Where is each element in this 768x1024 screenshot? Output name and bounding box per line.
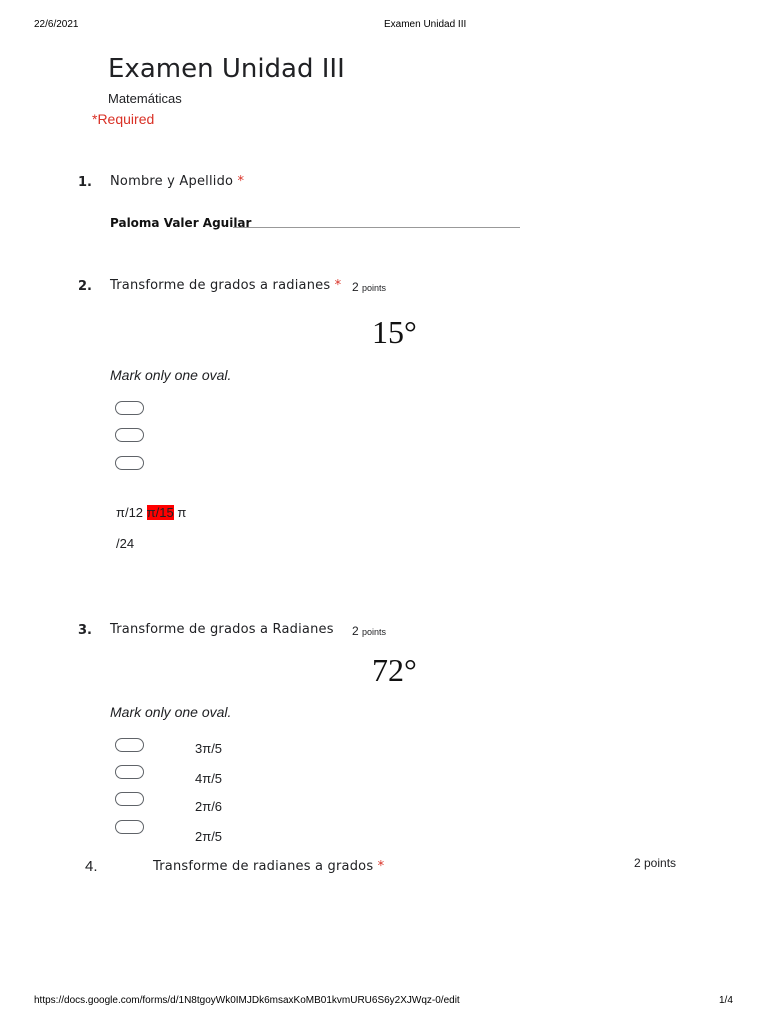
question-3-instruction: Mark only one oval. (110, 704, 232, 720)
question-2-title (110, 278, 341, 293)
question-1-title (110, 174, 244, 189)
question-3-title: Transforme de grados a Radianes (110, 622, 334, 637)
points-value: 2 (352, 280, 359, 294)
form-description: Matemáticas (108, 91, 182, 106)
option-label: π (177, 505, 187, 520)
question-3-option-3-label: 2π/6 (195, 799, 223, 814)
question-3-number: 3. (78, 623, 92, 638)
question-3-points (352, 624, 386, 638)
question-3-option-1-label: 3π/5 (195, 741, 223, 756)
points-unit: points (362, 283, 387, 293)
question-3-option-4-radio[interactable] (115, 820, 144, 834)
required-asterisk: * (237, 174, 245, 189)
question-1-number: 1. (78, 175, 92, 190)
question-2-option-2-radio[interactable] (115, 428, 144, 442)
required-asterisk: * (377, 859, 385, 874)
question-1-answer[interactable]: Paloma Valer Aguilar (110, 216, 252, 230)
question-2-points (352, 280, 386, 294)
question-2-option-3-radio[interactable] (115, 456, 144, 470)
question-4-label: Transforme de radianes a grados (153, 859, 374, 874)
print-page-title: Examen Unidad III (384, 19, 467, 30)
question-3-option-1-radio[interactable] (115, 738, 144, 752)
question-2-image-text: 15° (372, 314, 417, 350)
points-value: 2 (352, 624, 359, 638)
required-note: *Required (92, 111, 155, 127)
question-3-option-2-label: 4π/5 (195, 771, 223, 786)
question-2-option-labels (116, 505, 186, 520)
question-3-option-4-label: 2π/5 (195, 829, 223, 844)
question-2-option-1-radio[interactable] (115, 401, 144, 415)
question-2-instruction: Mark only one oval. (110, 367, 232, 383)
question-4-points: 2 points (634, 856, 677, 870)
print-page-number: 1/4 (719, 995, 733, 1006)
highlighted-option-label: π/15 (146, 505, 174, 520)
question-3-option-3-radio[interactable] (115, 792, 144, 806)
question-2-number: 2. (78, 279, 92, 294)
question-3-option-2-radio[interactable] (115, 765, 144, 779)
question-4-number: 4. (85, 858, 98, 875)
print-footer-url: https://docs.google.com/forms/d/1N8tgoyWk0IMJDk6msaxKoMB01kvmURU6S6y2XJWqz-0/edit (34, 995, 460, 1006)
option-label: π/12 (116, 505, 144, 520)
question-1-label: Nombre y Apellido (110, 174, 234, 189)
form-title: Examen Unidad III (108, 54, 345, 84)
required-asterisk: * (334, 278, 342, 293)
question-2-label: Transforme de grados a radianes (110, 278, 331, 293)
option-label: /24 (116, 536, 135, 551)
print-date: 22/6/2021 (34, 19, 79, 30)
question-3-image-text: 72° (372, 652, 417, 688)
answer-underline (233, 227, 520, 228)
points-unit: points (362, 627, 387, 637)
question-4-title (153, 859, 384, 874)
